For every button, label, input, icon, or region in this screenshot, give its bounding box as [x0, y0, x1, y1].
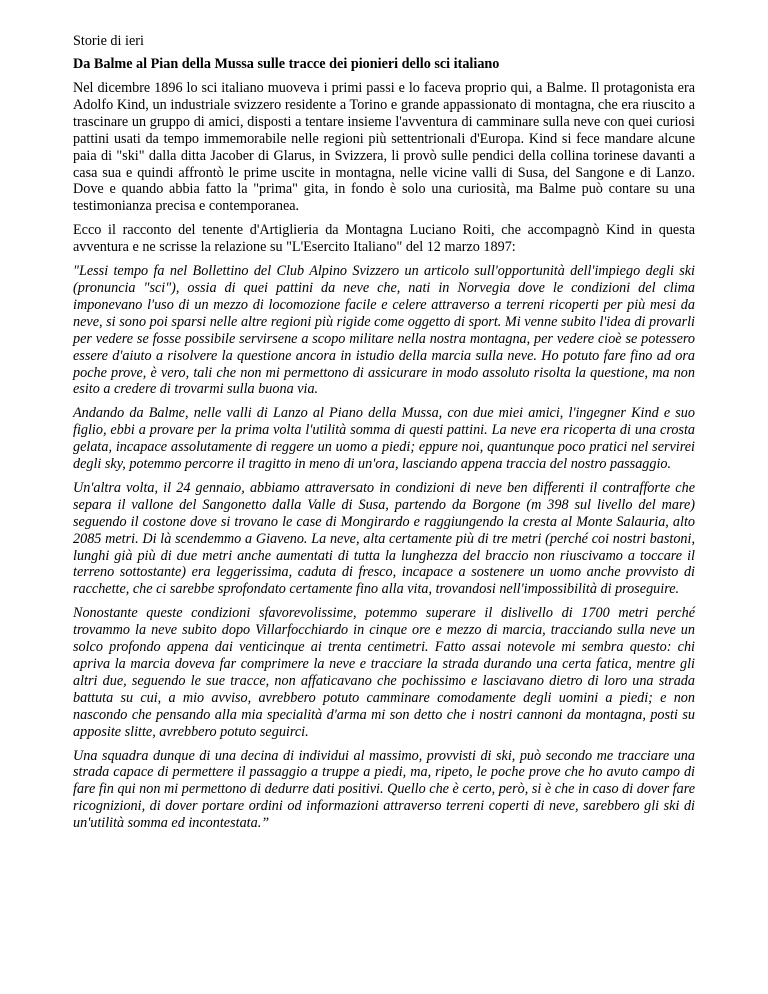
intro-paragraph: Nel dicembre 1896 lo sci italiano muoveva i primi passi e lo faceva proprio qui, a Balme. Il protagonista era Adolfo Kind, un industriale svizzero residente a Torino e grande appassionato di montagna, che era riuscito a trascinare un gruppo di amici, disposti a tentare insieme l'avventura di camminare sulla neve con quei curiosi pattini usati da tempo immemorabile nelle regioni più settentrionali d'Europa. Kind si fece mandare alcune paia di "ski" dalla ditta Jacober di Glarus, in Svizzera, li provò sulle pendici della collina torinese davanti a casa sua e quindi affrontò le prime uscite in montagna, nelle vicine valli di Susa, del Sangone e di Lanzo. Dove e quando abbia fatto la "prima" gita, in fondo è solo una curiosità, ma Balme può contare su una testimonianza precisa e contemporanea.: [73, 80, 695, 215]
quote-paragraph: Nonostante queste condizioni sfavorevolissime, potemmo superare il dislivello di 1700 metri perché trovammo la neve subito dopo Villarfocchiardo in cinque ore e mezzo di marcia, tracciando sulla neve un solco profondo appena dai venticinque ai trenta centimetri. Fatto assai notevole mi sembra questo: chi apriva la marcia doveva far comprimere la neve e tracciare la strada durando una certa fatica, mentre gli altri due, seguendo le sue tracce, non affaticavano che pochissimo e lasciavano dietro di loro una strada battuta su cui, a mio avviso, avrebbero potuto camminare comodamente degli uomini a piedi; e non nascondo che pensando alla mia specialità d'arma mi son detto che i nostri cannoni da montagna, posti su apposite slitte, avrebbero potuto seguirci.: [73, 605, 695, 740]
section-kicker: Storie di ieri: [73, 33, 144, 49]
quote-paragraph: Una squadra dunque di una decina di individui al massimo, provvisti di ski, può secondo me tracciare una strada capace di permettere il passaggio a truppe a piedi, ma, ripeto, le poche prove che ho avuto campo di fare fin qui non mi permettono di dedurre dati positivi. Quello che è certo, però, si è che in caso di dover fare ricognizioni, di dover portare ordini od informazioni attraverso terreni coperti di neve, sarebbero gli ski di un'utilità somma ed incontestata.”: [73, 747, 695, 832]
quote-paragraph: Andando da Balme, nelle valli di Lanzo al Piano della Mussa, con due miei amici, l'ingegner Kind e suo figlio, ebbi a provare per la prima volta l'utilità somma di questi pattini. La neve era ricoperta di una crosta gelata, incapace assolutamente di reggere un uomo a piedi; eppure noi, quantunque poco pratici nel servirei degli sky, potemmo percorre il tragitto in meno di un'ora, lasciando appena traccia del nostro passaggio.: [73, 405, 695, 473]
article-title: Da Balme al Pian della Mussa sulle tracce dei pionieri dello sci italiano: [73, 56, 500, 72]
quote-paragraph: "Lessi tempo fa nel Bollettino del Club Alpino Svizzero un articolo sull'opportunità dell'impiego degli ski (pronuncia "sci"), ossia di quei pattini da neve che, nati in Norvegia dove le condizioni del clima imponevano l'uso di un mezzo di locomozione facile e celere attraverso a terreni ricoperti per più mesi da neve, si sono poi sparsi nelle altre regioni più rigide come oggetto di sport. Mi venne subito l'idea di provarli per vedere se fosse possibile servirsene a scopo militare nella nostra montagna, per vedere cioè se potessero essere d'aiuto a risolvere la questione ancora in istudio della marcia sulla neve. Ho potuto fare fino ad ora poche prove, è vero, tali che non mi permettono di assicurare in modo assoluto risolta la questione, ma non esito a credere di trovarmi sulla buona via.: [73, 263, 695, 398]
quote-paragraph: Un'altra volta, il 24 gennaio, abbiamo attraversato in condizioni di neve ben differenti il contrafforte che separa il vallone del Sangonetto dalla Valle di Susa, partendo da Borgone (m 398 sul livello del mare) seguendo il costone dove si trovano le case di Mongirardo e raggiungendo la cresta al Monte Salauria, alto 2085 metri. Di là scendemmo a Giaveno. La neve, alta certamente più di tre metri (perché coi nostri bastoni, lunghi già più di due metri anche aumentati di tutta la lunghezza del braccio non riuscivamo a toccare il terreno sottostante) era leggerissima, caduta di fresco, incapace a sostenere un uomo anche provvisto di racchette, che ci sarebbe sprofondato certamente fino alla vita, trovandosi nell'impossibilità di proseguire.: [73, 479, 695, 598]
context-paragraph: Ecco il racconto del tenente d'Artiglieria da Montagna Luciano Roiti, che accompagnò Kind in questa avventura e ne scrisse la relazione su "L'Esercito Italiano" del 12 marzo 1897:: [73, 222, 695, 256]
